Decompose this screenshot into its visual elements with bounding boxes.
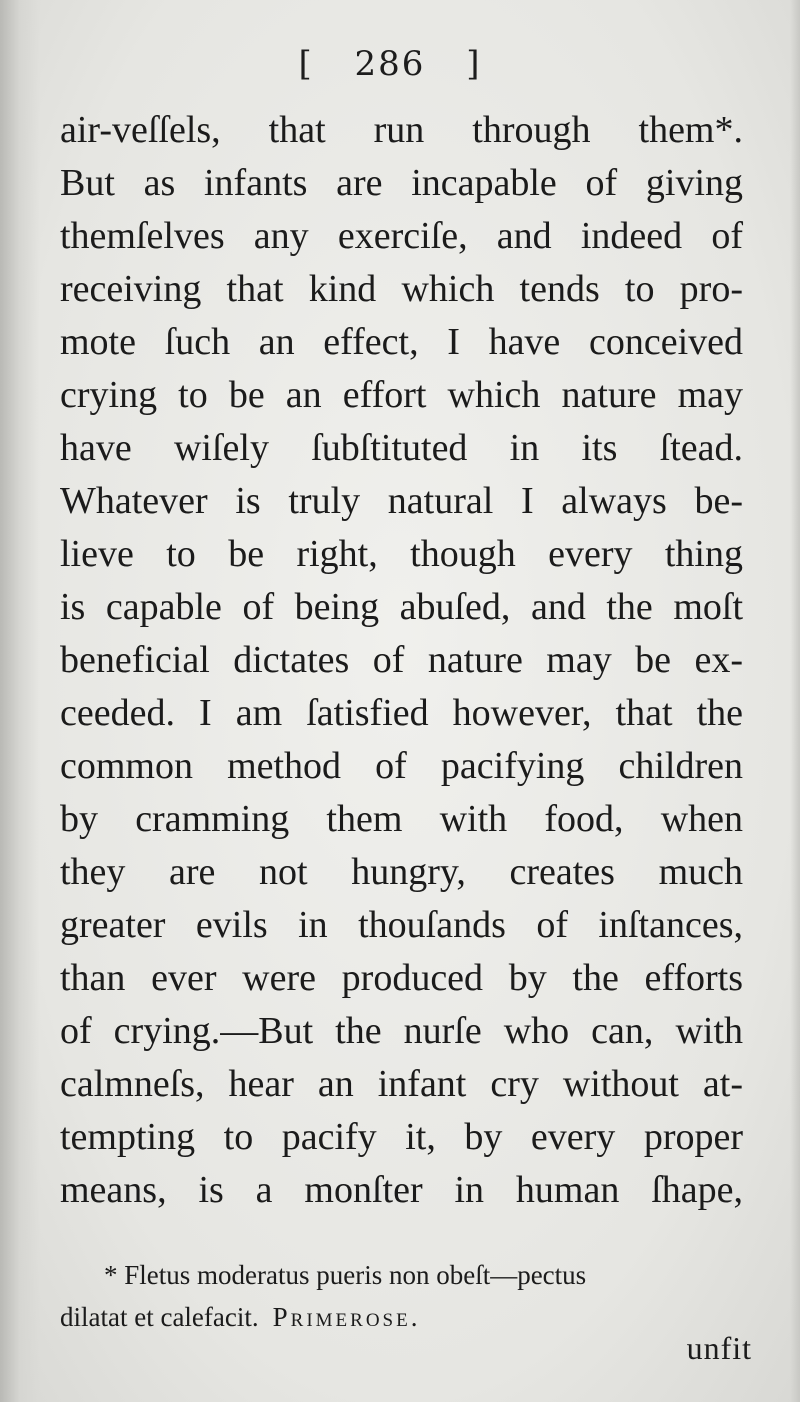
footnote-text: dilatat et calefacit.	[60, 1302, 259, 1332]
footnote-author: Primerose.	[272, 1302, 421, 1332]
text-line: receiving that kind which tends to pro-	[60, 268, 743, 310]
text-line: common method of pacifying children	[60, 745, 743, 787]
text-line: Whatever is truly natural I always be-	[60, 480, 743, 522]
text-line: ceeded. I am ſatisfied however, that the	[60, 692, 743, 734]
open-bracket: [	[298, 44, 314, 84]
text-line: greater evils in thouſands of inſtances,	[60, 904, 743, 946]
text-line: But as infants are incapable of giving	[60, 162, 743, 204]
text-line: is capable of being abuſed, and the moſt	[60, 586, 743, 628]
close-bracket: ]	[466, 44, 482, 84]
text-line: mote ſuch an effect, I have conceived	[60, 321, 743, 363]
text-line: themſelves any exerciſe, and indeed of	[60, 215, 743, 257]
page-edge-shadow	[790, 0, 800, 1402]
text-line: lieve to be right, though every thing	[60, 533, 743, 575]
page-number-header	[0, 44, 780, 84]
text-line: crying to be an effort which nature may	[60, 374, 743, 416]
text-line: than ever were produced by the efforts	[60, 957, 743, 999]
footnote-line	[60, 1296, 750, 1338]
catchword: unfit	[686, 1330, 752, 1366]
footnote	[60, 1254, 750, 1338]
text-line: beneficial dictates of nature may be ex-	[60, 639, 743, 681]
body-text	[60, 104, 743, 1217]
text-line: means, is a monſter in human ſhape,	[60, 1169, 743, 1211]
text-line: air-veſſels, that run through them*.	[60, 109, 743, 151]
text-line: they are not hungry, creates much	[60, 851, 743, 893]
text-line: tempting to pacify it, by every proper	[60, 1116, 743, 1158]
footnote-line: * Fletus moderatus pueris non obeſt—pectus	[104, 1260, 587, 1290]
page-number: 286	[354, 44, 426, 84]
text-line: of crying.—But the nurſe who can, with	[60, 1010, 743, 1052]
text-line: by cramming them with food, when	[60, 798, 743, 840]
text-line: have wiſely ſubſtituted in its ſtead.	[60, 427, 743, 469]
gutter-shadow	[0, 0, 40, 1402]
text-line: calmneſs, hear an infant cry without at-	[60, 1063, 743, 1105]
